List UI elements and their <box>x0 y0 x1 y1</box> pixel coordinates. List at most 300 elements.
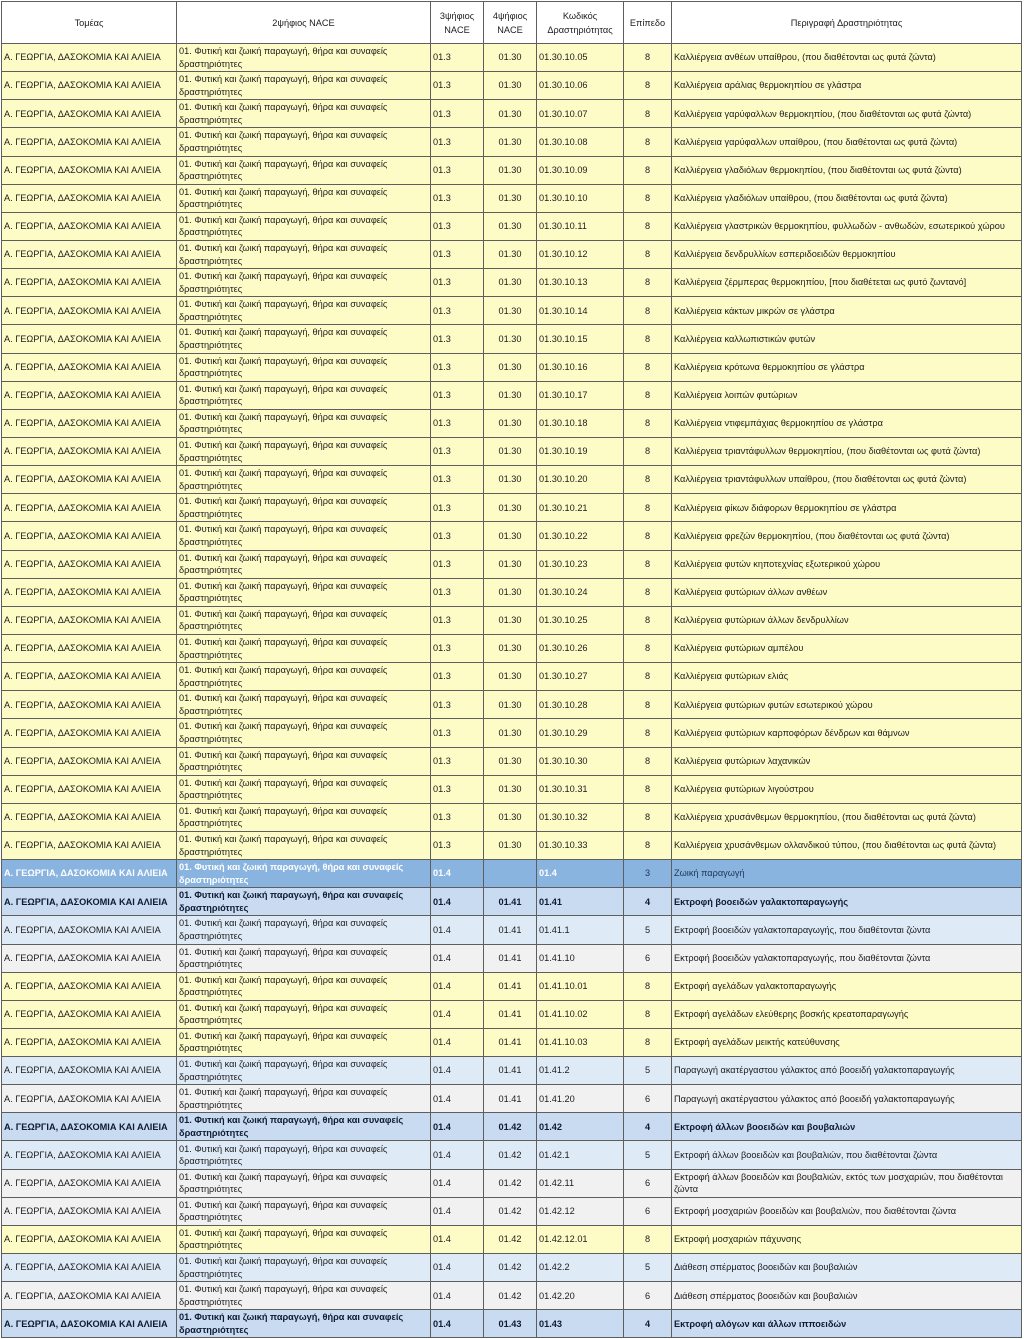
table-row[interactable] <box>2 72 1022 100</box>
table-row[interactable] <box>2 1310 1022 1338</box>
activity-code-cell: 01.30.10.18 <box>537 409 624 437</box>
nace2-cell: 01. Φυτική και ζωική παραγωγή, θήρα και συναφείς δραστηριότητες <box>177 691 431 719</box>
level-cell: 8 <box>624 522 672 550</box>
table-row[interactable] <box>2 297 1022 325</box>
level-cell: 8 <box>624 212 672 240</box>
activity-code-cell: 01.30.10.23 <box>537 550 624 578</box>
activity-code-cell: 01.30.10.09 <box>537 156 624 184</box>
sector-cell: Α. ΓΕΩΡΓΙΑ, ΔΑΣΟΚΟΜΙΑ ΚΑΙ ΑΛΙΕΙΑ <box>2 916 177 944</box>
sector-cell: Α. ΓΕΩΡΓΙΑ, ΔΑΣΟΚΟΜΙΑ ΚΑΙ ΑΛΙΕΙΑ <box>2 578 177 606</box>
header-level[interactable]: Επίπεδο <box>624 2 672 44</box>
description-cell: Καλλιέργεια φρεζών θερμοκηπίου, (που διαθέτονται ως φυτά ζώντα) <box>672 522 1022 550</box>
level-cell: 6 <box>624 1282 672 1310</box>
nace4-cell: 01.30 <box>484 128 537 156</box>
nace3-cell: 01.3 <box>431 578 484 606</box>
sector-cell: Α. ΓΕΩΡΓΙΑ, ΔΑΣΟΚΟΜΙΑ ΚΑΙ ΑΛΙΕΙΑ <box>2 944 177 972</box>
nace4-cell: 01.30 <box>484 663 537 691</box>
nace4-cell: 01.30 <box>484 297 537 325</box>
nace2-cell: 01. Φυτική και ζωική παραγωγή, θήρα και συναφείς δραστηριότητες <box>177 240 431 268</box>
nace3-cell: 01.3 <box>431 100 484 128</box>
sector-cell: Α. ΓΕΩΡΓΙΑ, ΔΑΣΟΚΟΜΙΑ ΚΑΙ ΑΛΙΕΙΑ <box>2 437 177 465</box>
description-cell: Καλλιέργεια τριαντάφυλλων υπαίθρου, (που διαθέτονται ως φυτά ζώντα) <box>672 466 1022 494</box>
description-cell: Ζωική παραγωγή <box>672 860 1022 888</box>
nace3-cell: 01.3 <box>431 803 484 831</box>
table-row[interactable] <box>2 775 1022 803</box>
level-cell: 8 <box>624 409 672 437</box>
level-cell: 8 <box>624 297 672 325</box>
level-cell: 8 <box>624 269 672 297</box>
table-row[interactable] <box>2 1028 1022 1056</box>
nace4-cell: 01.30 <box>484 212 537 240</box>
table-header <box>2 2 1022 44</box>
nace4-cell: 01.30 <box>484 691 537 719</box>
table-row[interactable] <box>2 44 1022 72</box>
table-row[interactable] <box>2 466 1022 494</box>
nace3-cell: 01.4 <box>431 1000 484 1028</box>
description-cell: Παραγωγή ακατέργαστου γάλακτος από βοοειδή γαλακτοπαραγωγής <box>672 1057 1022 1085</box>
nace4-cell: 01.30 <box>484 803 537 831</box>
activity-code-cell: 01.30.10.16 <box>537 353 624 381</box>
table-row[interactable] <box>2 353 1022 381</box>
nace4-cell: 01.41 <box>484 1000 537 1028</box>
activity-code-cell: 01.4 <box>537 860 624 888</box>
table-row[interactable] <box>2 1197 1022 1225</box>
nace4-cell: 01.41 <box>484 916 537 944</box>
level-cell: 8 <box>624 775 672 803</box>
nace4-cell: 01.30 <box>484 44 537 72</box>
activity-code-cell: 01.30.10.10 <box>537 184 624 212</box>
level-cell: 8 <box>624 663 672 691</box>
nace2-cell: 01. Φυτική και ζωική παραγωγή, θήρα και συναφείς δραστηριότητες <box>177 1000 431 1028</box>
nace2-cell: 01. Φυτική και ζωική παραγωγή, θήρα και συναφείς δραστηριότητες <box>177 353 431 381</box>
description-cell: Καλλιέργεια ντιφεμπάχιας θερμοκηπίου σε γλάστρα <box>672 409 1022 437</box>
activity-code-cell: 01.42.11 <box>537 1169 624 1197</box>
description-cell: Καλλιέργεια φυτώριων ελιάς <box>672 663 1022 691</box>
nace3-cell: 01.4 <box>431 888 484 916</box>
level-cell: 8 <box>624 1028 672 1056</box>
nace4-cell: 01.42 <box>484 1197 537 1225</box>
nace4-cell: 01.30 <box>484 381 537 409</box>
description-cell: Εκτροφή βοοειδών γαλακτοπαραγωγής, που διαθέτονται ζώντα <box>672 944 1022 972</box>
level-cell: 8 <box>624 606 672 634</box>
table-row[interactable] <box>2 691 1022 719</box>
activity-code-cell: 01.30.10.08 <box>537 128 624 156</box>
activity-code-cell: 01.30.10.19 <box>537 437 624 465</box>
level-cell: 8 <box>624 1000 672 1028</box>
activity-code-cell: 01.41.20 <box>537 1085 624 1113</box>
nace3-cell: 01.3 <box>431 72 484 100</box>
nace2-cell: 01. Φυτική και ζωική παραγωγή, θήρα και συναφείς δραστηριότητες <box>177 212 431 240</box>
level-cell: 5 <box>624 916 672 944</box>
description-cell: Εκτροφή αγελάδων γαλακτοπαραγωγής <box>672 972 1022 1000</box>
table-row[interactable] <box>2 944 1022 972</box>
sector-cell: Α. ΓΕΩΡΓΙΑ, ΔΑΣΟΚΟΜΙΑ ΚΑΙ ΑΛΙΕΙΑ <box>2 494 177 522</box>
activity-code-cell: 01.41.10.03 <box>537 1028 624 1056</box>
activity-code-cell: 01.30.10.17 <box>537 381 624 409</box>
level-cell: 5 <box>624 1141 672 1169</box>
nace4-cell: 01.30 <box>484 634 537 662</box>
nace4-cell: 01.30 <box>484 269 537 297</box>
sector-cell: Α. ΓΕΩΡΓΙΑ, ΔΑΣΟΚΟΜΙΑ ΚΑΙ ΑΛΙΕΙΑ <box>2 184 177 212</box>
level-cell: 8 <box>624 184 672 212</box>
level-cell: 8 <box>624 550 672 578</box>
nace4-cell: 01.43 <box>484 1310 537 1338</box>
level-cell: 8 <box>624 466 672 494</box>
sector-cell: Α. ΓΕΩΡΓΙΑ, ΔΑΣΟΚΟΜΙΑ ΚΑΙ ΑΛΙΕΙΑ <box>2 1085 177 1113</box>
table-row[interactable] <box>2 1000 1022 1028</box>
activity-code-cell: 01.42.20 <box>537 1282 624 1310</box>
level-cell: 8 <box>624 44 672 72</box>
table-row[interactable] <box>2 240 1022 268</box>
activity-code-cell: 01.30.10.05 <box>537 44 624 72</box>
description-cell: Καλλιέργεια γλαδιόλων υπαίθρου, (που διαθέτονται ως φυτά ζώντα) <box>672 184 1022 212</box>
nace3-cell: 01.3 <box>431 325 484 353</box>
nace2-cell: 01. Φυτική και ζωική παραγωγή, θήρα και συναφείς δραστηριότητες <box>177 44 431 72</box>
nace3-cell: 01.3 <box>431 606 484 634</box>
description-cell: Καλλιέργεια χρυσάνθεμων ολλανδικού τύπου, (που διαθέτονται ως φυτά ζώντα) <box>672 831 1022 859</box>
description-cell: Καλλιέργεια κάκτων μικρών σε γλάστρα <box>672 297 1022 325</box>
nace4-cell: 01.30 <box>484 747 537 775</box>
description-cell: Καλλιέργεια γλαστρικών θερμοκηπίου, φυλλωδών - ανθωδών, εσωτερικού χώρου <box>672 212 1022 240</box>
table-row[interactable] <box>2 719 1022 747</box>
table-row[interactable] <box>2 325 1022 353</box>
nace4-cell: 01.42 <box>484 1169 537 1197</box>
sector-cell: Α. ΓΕΩΡΓΙΑ, ΔΑΣΟΚΟΜΙΑ ΚΑΙ ΑΛΙΕΙΑ <box>2 888 177 916</box>
level-cell: 8 <box>624 578 672 606</box>
activity-code-cell: 01.43 <box>537 1310 624 1338</box>
description-cell: Καλλιέργεια κρότωνα θερμοκηπίου σε γλάστρα <box>672 353 1022 381</box>
level-cell: 8 <box>624 240 672 268</box>
sector-cell: Α. ΓΕΩΡΓΙΑ, ΔΑΣΟΚΟΜΙΑ ΚΑΙ ΑΛΙΕΙΑ <box>2 156 177 184</box>
table-row[interactable] <box>2 522 1022 550</box>
sector-cell: Α. ΓΕΩΡΓΙΑ, ΔΑΣΟΚΟΜΙΑ ΚΑΙ ΑΛΙΕΙΑ <box>2 72 177 100</box>
table-body <box>2 44 1022 1338</box>
activity-code-cell: 01.30.10.11 <box>537 212 624 240</box>
nace4-cell: 01.41 <box>484 972 537 1000</box>
table-row[interactable] <box>2 1282 1022 1310</box>
header-nace3[interactable]: 3ψήφιος NACE <box>431 2 484 44</box>
nace4-cell: 01.30 <box>484 156 537 184</box>
activity-code-cell: 01.30.10.27 <box>537 663 624 691</box>
table-row[interactable] <box>2 100 1022 128</box>
level-cell: 8 <box>624 719 672 747</box>
nace3-cell: 01.4 <box>431 1254 484 1282</box>
sector-cell: Α. ΓΕΩΡΓΙΑ, ΔΑΣΟΚΟΜΙΑ ΚΑΙ ΑΛΙΕΙΑ <box>2 1141 177 1169</box>
sector-cell: Α. ΓΕΩΡΓΙΑ, ΔΑΣΟΚΟΜΙΑ ΚΑΙ ΑΛΙΕΙΑ <box>2 1310 177 1338</box>
nace2-cell: 01. Φυτική και ζωική παραγωγή, θήρα και συναφείς δραστηριότητες <box>177 1113 431 1141</box>
nace3-cell: 01.3 <box>431 353 484 381</box>
activity-code-cell: 01.42.12.01 <box>537 1225 624 1253</box>
sector-cell: Α. ΓΕΩΡΓΙΑ, ΔΑΣΟΚΟΜΙΑ ΚΑΙ ΑΛΙΕΙΑ <box>2 522 177 550</box>
activity-code-cell: 01.41.2 <box>537 1057 624 1085</box>
table-row[interactable] <box>2 1141 1022 1169</box>
activity-code-cell: 01.30.10.25 <box>537 606 624 634</box>
table-row[interactable] <box>2 803 1022 831</box>
table-row[interactable] <box>2 156 1022 184</box>
description-cell: Διάθεση σπέρματος βοοειδών και βουβαλιών <box>672 1282 1022 1310</box>
nace4-cell: 01.30 <box>484 184 537 212</box>
nace2-cell: 01. Φυτική και ζωική παραγωγή, θήρα και συναφείς δραστηριότητες <box>177 1028 431 1056</box>
nace2-cell: 01. Φυτική και ζωική παραγωγή, θήρα και συναφείς δραστηριότητες <box>177 494 431 522</box>
level-cell: 6 <box>624 944 672 972</box>
nace4-cell: 01.42 <box>484 1254 537 1282</box>
sector-cell: Α. ΓΕΩΡΓΙΑ, ΔΑΣΟΚΟΜΙΑ ΚΑΙ ΑΛΙΕΙΑ <box>2 719 177 747</box>
table-row[interactable] <box>2 409 1022 437</box>
activity-code-cell: 01.42.1 <box>537 1141 624 1169</box>
nace4-cell: 01.41 <box>484 1057 537 1085</box>
nace4-cell: 01.42 <box>484 1225 537 1253</box>
nace2-cell: 01. Φυτική και ζωική παραγωγή, θήρα και συναφείς δραστηριότητες <box>177 860 431 888</box>
nace3-cell: 01.4 <box>431 1141 484 1169</box>
table-row[interactable] <box>2 1169 1022 1197</box>
nace4-cell: 01.30 <box>484 831 537 859</box>
nace3-cell: 01.4 <box>431 1225 484 1253</box>
table-row[interactable] <box>2 1057 1022 1085</box>
nace4-cell: 01.30 <box>484 550 537 578</box>
table-row[interactable] <box>2 606 1022 634</box>
nace3-cell: 01.3 <box>431 550 484 578</box>
description-cell: Εκτροφή μοσχαριών πάχυνσης <box>672 1225 1022 1253</box>
table-row[interactable] <box>2 1225 1022 1253</box>
nace3-cell: 01.4 <box>431 1282 484 1310</box>
nace4-cell: 01.30 <box>484 325 537 353</box>
nace3-cell: 01.4 <box>431 1028 484 1056</box>
activity-code-cell: 01.30.10.07 <box>537 100 624 128</box>
description-cell: Διάθεση σπέρματος βοοειδών και βουβαλιών <box>672 1254 1022 1282</box>
nace2-cell: 01. Φυτική και ζωική παραγωγή, θήρα και συναφείς δραστηριότητες <box>177 297 431 325</box>
nace4-cell: 01.41 <box>484 1085 537 1113</box>
table-row[interactable] <box>2 634 1022 662</box>
nace4-cell: 01.42 <box>484 1113 537 1141</box>
nace4-cell: 01.42 <box>484 1282 537 1310</box>
nace2-cell: 01. Φυτική και ζωική παραγωγή, θήρα και συναφείς δραστηριότητες <box>177 466 431 494</box>
description-cell: Καλλιέργεια τριαντάφυλλων θερμοκηπίου, (που διαθέτονται ως φυτά ζώντα) <box>672 437 1022 465</box>
activity-code-cell: 01.30.10.32 <box>537 803 624 831</box>
level-cell: 8 <box>624 156 672 184</box>
header-nace2[interactable]: 2ψήφιος NACE <box>177 2 431 44</box>
level-cell: 8 <box>624 1225 672 1253</box>
sector-cell: Α. ΓΕΩΡΓΙΑ, ΔΑΣΟΚΟΜΙΑ ΚΑΙ ΑΛΙΕΙΑ <box>2 212 177 240</box>
activity-code-cell: 01.30.10.26 <box>537 634 624 662</box>
description-cell: Καλλιέργεια φυτώριων λιγούστρου <box>672 775 1022 803</box>
nace4-cell: 01.30 <box>484 100 537 128</box>
nace2-cell: 01. Φυτική και ζωική παραγωγή, θήρα και συναφείς δραστηριότητες <box>177 606 431 634</box>
nace3-cell: 01.3 <box>431 240 484 268</box>
nace2-cell: 01. Φυτική και ζωική παραγωγή, θήρα και συναφείς δραστηριότητες <box>177 1169 431 1197</box>
header-description[interactable]: Περιγραφή Δραστηριότητας <box>672 2 1022 44</box>
sector-cell: Α. ΓΕΩΡΓΙΑ, ΔΑΣΟΚΟΜΙΑ ΚΑΙ ΑΛΙΕΙΑ <box>2 775 177 803</box>
nace2-cell: 01. Φυτική και ζωική παραγωγή, θήρα και συναφείς δραστηριότητες <box>177 1254 431 1282</box>
activity-code-cell: 01.30.10.22 <box>537 522 624 550</box>
activity-code-cell: 01.30.10.30 <box>537 747 624 775</box>
nace2-cell: 01. Φυτική και ζωική παραγωγή, θήρα και συναφείς δραστηριότητες <box>177 1197 431 1225</box>
table-row[interactable] <box>2 494 1022 522</box>
nace3-cell: 01.3 <box>431 184 484 212</box>
level-cell: 8 <box>624 100 672 128</box>
nace2-cell: 01. Φυτική και ζωική παραγωγή, θήρα και συναφείς δραστηριότητες <box>177 775 431 803</box>
activity-code-cell: 01.42.2 <box>537 1254 624 1282</box>
nace3-cell: 01.4 <box>431 1057 484 1085</box>
nace3-cell: 01.3 <box>431 634 484 662</box>
description-cell: Καλλιέργεια ζέρμπερας θερμοκηπίου, [που διαθέτεται ως φυτό ζωντανό] <box>672 269 1022 297</box>
level-cell: 8 <box>624 634 672 662</box>
description-cell: Καλλιέργεια γλαδιόλων θερμοκηπίου, (που διαθέτονται ως φυτά ζώντα) <box>672 156 1022 184</box>
description-cell: Καλλιέργεια χρυσάνθεμων θερμοκηπίου, (που διαθέτονται ως φυτά ζώντα) <box>672 803 1022 831</box>
sector-cell: Α. ΓΕΩΡΓΙΑ, ΔΑΣΟΚΟΜΙΑ ΚΑΙ ΑΛΙΕΙΑ <box>2 831 177 859</box>
description-cell: Καλλιέργεια ανθέων υπαίθρου, (που διαθέτονται ως φυτά ζώντα) <box>672 44 1022 72</box>
nace3-cell: 01.3 <box>431 437 484 465</box>
description-cell: Καλλιέργεια φυτώριων αμπέλου <box>672 634 1022 662</box>
sector-cell: Α. ΓΕΩΡΓΙΑ, ΔΑΣΟΚΟΜΙΑ ΚΑΙ ΑΛΙΕΙΑ <box>2 353 177 381</box>
activity-code-cell: 01.30.10.20 <box>537 466 624 494</box>
level-cell: 4 <box>624 1113 672 1141</box>
level-cell: 8 <box>624 353 672 381</box>
description-cell: Καλλιέργεια δενδρυλλίων εσπεριδοειδών θερμοκηπίου <box>672 240 1022 268</box>
sector-cell: Α. ΓΕΩΡΓΙΑ, ΔΑΣΟΚΟΜΙΑ ΚΑΙ ΑΛΙΕΙΑ <box>2 44 177 72</box>
table-row[interactable] <box>2 916 1022 944</box>
table-row[interactable] <box>2 1254 1022 1282</box>
activity-code-cell: 01.30.10.31 <box>537 775 624 803</box>
nace2-cell: 01. Φυτική και ζωική παραγωγή, θήρα και συναφείς δραστηριότητες <box>177 325 431 353</box>
nace2-cell: 01. Φυτική και ζωική παραγωγή, θήρα και συναφείς δραστηριότητες <box>177 437 431 465</box>
table-row[interactable] <box>2 578 1022 606</box>
activity-code-cell: 01.41.1 <box>537 916 624 944</box>
nace4-cell: 01.30 <box>484 72 537 100</box>
table-row[interactable] <box>2 972 1022 1000</box>
nace2-cell: 01. Φυτική και ζωική παραγωγή, θήρα και συναφείς δραστηριότητες <box>177 409 431 437</box>
sector-cell: Α. ΓΕΩΡΓΙΑ, ΔΑΣΟΚΟΜΙΑ ΚΑΙ ΑΛΙΕΙΑ <box>2 1169 177 1197</box>
level-cell: 3 <box>624 860 672 888</box>
sector-cell: Α. ΓΕΩΡΓΙΑ, ΔΑΣΟΚΟΜΙΑ ΚΑΙ ΑΛΙΕΙΑ <box>2 1000 177 1028</box>
nace-activity-table <box>1 1 1022 1338</box>
activity-code-cell: 01.41 <box>537 888 624 916</box>
level-cell: 8 <box>624 691 672 719</box>
nace4-cell <box>484 860 537 888</box>
table-row[interactable] <box>2 831 1022 859</box>
description-cell: Εκτροφή βοοειδών γαλακτοπαραγωγής <box>672 888 1022 916</box>
table-row[interactable] <box>2 1085 1022 1113</box>
header-sector[interactable]: Τομέας <box>2 2 177 44</box>
table-row[interactable] <box>2 269 1022 297</box>
nace2-cell: 01. Φυτική και ζωική παραγωγή, θήρα και συναφείς δραστηριότητες <box>177 269 431 297</box>
description-cell: Καλλιέργεια φυτώριων φυτών εσωτερικού χώρου <box>672 691 1022 719</box>
sector-cell: Α. ΓΕΩΡΓΙΑ, ΔΑΣΟΚΟΜΙΑ ΚΑΙ ΑΛΙΕΙΑ <box>2 1254 177 1282</box>
description-cell: Εκτροφή άλλων βοοειδών και βουβαλιών, εκτός των μοσχαριών, που διαθέτονται ζώντα <box>672 1169 1022 1197</box>
nace3-cell: 01.4 <box>431 916 484 944</box>
description-cell: Καλλιέργεια φυτών κηποτεχνίας εξωτερικού χώρου <box>672 550 1022 578</box>
nace2-cell: 01. Φυτική και ζωική παραγωγή, θήρα και συναφείς δραστηριότητες <box>177 1085 431 1113</box>
nace2-cell: 01. Φυτική και ζωική παραγωγή, θήρα και συναφείς δραστηριότητες <box>177 747 431 775</box>
nace3-cell: 01.4 <box>431 860 484 888</box>
nace2-cell: 01. Φυτική και ζωική παραγωγή, θήρα και συναφείς δραστηριότητες <box>177 1310 431 1338</box>
nace2-cell: 01. Φυτική και ζωική παραγωγή, θήρα και συναφείς δραστηριότητες <box>177 916 431 944</box>
table-row[interactable] <box>2 184 1022 212</box>
level-cell: 8 <box>624 72 672 100</box>
sector-cell: Α. ΓΕΩΡΓΙΑ, ΔΑΣΟΚΟΜΙΑ ΚΑΙ ΑΛΙΕΙΑ <box>2 663 177 691</box>
nace4-cell: 01.30 <box>484 522 537 550</box>
nace4-cell: 01.30 <box>484 353 537 381</box>
sector-cell: Α. ΓΕΩΡΓΙΑ, ΔΑΣΟΚΟΜΙΑ ΚΑΙ ΑΛΙΕΙΑ <box>2 466 177 494</box>
nace4-cell: 01.30 <box>484 578 537 606</box>
header-activity-code[interactable]: Κωδικός Δραστηριότητας <box>537 2 624 44</box>
nace4-cell: 01.30 <box>484 775 537 803</box>
nace2-cell: 01. Φυτική και ζωική παραγωγή, θήρα και συναφείς δραστηριότητες <box>177 522 431 550</box>
table-row[interactable] <box>2 128 1022 156</box>
nace4-cell: 01.41 <box>484 944 537 972</box>
sector-cell: Α. ΓΕΩΡΓΙΑ, ΔΑΣΟΚΟΜΙΑ ΚΑΙ ΑΛΙΕΙΑ <box>2 128 177 156</box>
sector-cell: Α. ΓΕΩΡΓΙΑ, ΔΑΣΟΚΟΜΙΑ ΚΑΙ ΑΛΙΕΙΑ <box>2 606 177 634</box>
nace3-cell: 01.4 <box>431 1113 484 1141</box>
description-cell: Καλλιέργεια φυτώριων άλλων ανθέων <box>672 578 1022 606</box>
level-cell: 8 <box>624 325 672 353</box>
header-nace4[interactable]: 4ψήφιος NACE <box>484 2 537 44</box>
activity-code-cell: 01.30.10.33 <box>537 831 624 859</box>
activity-code-cell: 01.30.10.24 <box>537 578 624 606</box>
table-row[interactable] <box>2 437 1022 465</box>
level-cell: 8 <box>624 803 672 831</box>
nace4-cell: 01.30 <box>484 437 537 465</box>
table-row[interactable] <box>2 747 1022 775</box>
level-cell: 8 <box>624 972 672 1000</box>
nace2-cell: 01. Φυτική και ζωική παραγωγή, θήρα και συναφείς δραστηριότητες <box>177 550 431 578</box>
description-cell: Καλλιέργεια καλλωπιστικών φυτών <box>672 325 1022 353</box>
nace3-cell: 01.3 <box>431 831 484 859</box>
table-row[interactable] <box>2 381 1022 409</box>
table-row[interactable] <box>2 550 1022 578</box>
sector-cell: Α. ΓΕΩΡΓΙΑ, ΔΑΣΟΚΟΜΙΑ ΚΑΙ ΑΛΙΕΙΑ <box>2 240 177 268</box>
nace4-cell: 01.30 <box>484 466 537 494</box>
nace3-cell: 01.4 <box>431 1169 484 1197</box>
nace3-cell: 01.3 <box>431 691 484 719</box>
nace4-cell: 01.30 <box>484 494 537 522</box>
activity-code-cell: 01.41.10 <box>537 944 624 972</box>
description-cell: Καλλιέργεια φυτώριων λαχανικών <box>672 747 1022 775</box>
sector-cell: Α. ΓΕΩΡΓΙΑ, ΔΑΣΟΚΟΜΙΑ ΚΑΙ ΑΛΙΕΙΑ <box>2 1282 177 1310</box>
description-cell: Καλλιέργεια φυτώριων άλλων δενδρυλλίων <box>672 606 1022 634</box>
sector-cell: Α. ΓΕΩΡΓΙΑ, ΔΑΣΟΚΟΜΙΑ ΚΑΙ ΑΛΙΕΙΑ <box>2 972 177 1000</box>
nace2-cell: 01. Φυτική και ζωική παραγωγή, θήρα και συναφείς δραστηριότητες <box>177 972 431 1000</box>
activity-code-cell: 01.30.10.12 <box>537 240 624 268</box>
table-row[interactable] <box>2 888 1022 916</box>
sector-cell: Α. ΓΕΩΡΓΙΑ, ΔΑΣΟΚΟΜΙΑ ΚΑΙ ΑΛΙΕΙΑ <box>2 1057 177 1085</box>
table-row[interactable] <box>2 860 1022 888</box>
nace3-cell: 01.3 <box>431 156 484 184</box>
level-cell: 8 <box>624 381 672 409</box>
sector-cell: Α. ΓΕΩΡΓΙΑ, ΔΑΣΟΚΟΜΙΑ ΚΑΙ ΑΛΙΕΙΑ <box>2 409 177 437</box>
description-cell: Εκτροφή αγελάδων μεικτής κατεύθυνσης <box>672 1028 1022 1056</box>
activity-code-cell: 01.30.10.21 <box>537 494 624 522</box>
nace2-cell: 01. Φυτική και ζωική παραγωγή, θήρα και συναφείς δραστηριότητες <box>177 381 431 409</box>
level-cell: 8 <box>624 128 672 156</box>
nace2-cell: 01. Φυτική και ζωική παραγωγή, θήρα και συναφείς δραστηριότητες <box>177 634 431 662</box>
activity-code-cell: 01.30.10.13 <box>537 269 624 297</box>
description-cell: Εκτροφή μοσχαριών βοοειδών και βουβαλιών, που διαθέτονται ζώντα <box>672 1197 1022 1225</box>
description-cell: Εκτροφή αλόγων και άλλων ιπποειδών <box>672 1310 1022 1338</box>
nace2-cell: 01. Φυτική και ζωική παραγωγή, θήρα και συναφείς δραστηριότητες <box>177 578 431 606</box>
nace4-cell: 01.41 <box>484 888 537 916</box>
nace3-cell: 01.3 <box>431 212 484 240</box>
level-cell: 6 <box>624 1169 672 1197</box>
description-cell: Καλλιέργεια φίκων διάφορων θερμοκηπίου σε γλάστρα <box>672 494 1022 522</box>
nace4-cell: 01.42 <box>484 1141 537 1169</box>
table-row[interactable] <box>2 663 1022 691</box>
nace2-cell: 01. Φυτική και ζωική παραγωγή, θήρα και συναφείς δραστηριότητες <box>177 663 431 691</box>
sector-cell: Α. ΓΕΩΡΓΙΑ, ΔΑΣΟΚΟΜΙΑ ΚΑΙ ΑΛΙΕΙΑ <box>2 381 177 409</box>
table-row[interactable] <box>2 1113 1022 1141</box>
nace2-cell: 01. Φυτική και ζωική παραγωγή, θήρα και συναφείς δραστηριότητες <box>177 719 431 747</box>
nace3-cell: 01.4 <box>431 972 484 1000</box>
table-row[interactable] <box>2 212 1022 240</box>
